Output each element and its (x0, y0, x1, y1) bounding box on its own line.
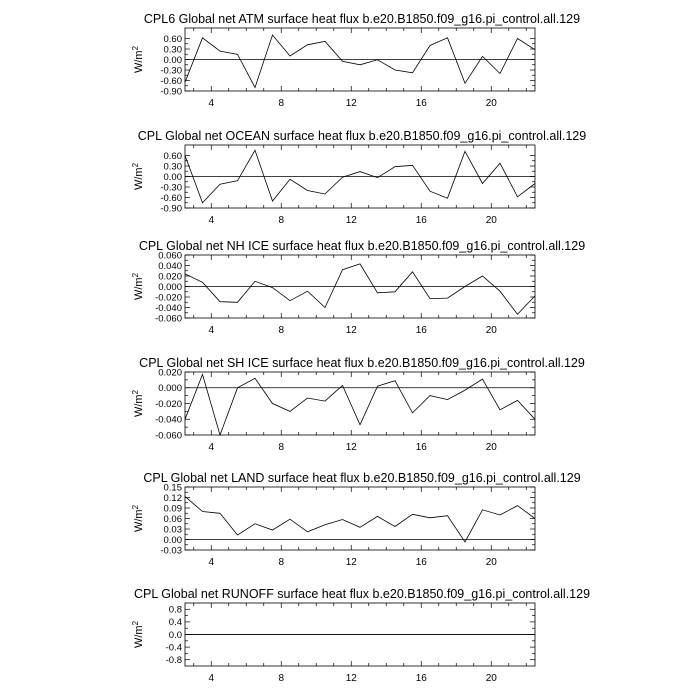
y-axis-label-unit: W/m (133, 509, 145, 533)
x-tick-label: 20 (485, 557, 497, 568)
y-tick-label: 0.30 (163, 161, 182, 173)
y-axis-label-unit: W/m (133, 625, 145, 649)
y-tick-label: 0.00 (163, 54, 182, 66)
y-axis-label-unit: W/m (133, 167, 145, 191)
y-tick-label: -0.8 (165, 655, 182, 666)
x-tick-label: 12 (345, 557, 357, 568)
x-tick-label: 16 (415, 557, 427, 568)
y-tick-label: -0.040 (155, 414, 182, 426)
x-tick-label: 16 (415, 215, 427, 226)
x-tick-label: 16 (415, 673, 427, 684)
y-tick-label: 0.000 (158, 281, 182, 293)
y-tick-label: 0.09 (163, 503, 182, 515)
y-axis-label-unit: W/m (133, 50, 145, 74)
x-tick-label: 4 (208, 215, 215, 226)
y-tick-label: 0.020 (158, 271, 182, 283)
panel-4 (131, 356, 585, 453)
y-tick-label: 0.000 (158, 383, 182, 395)
x-tick-label: 20 (485, 215, 497, 226)
y-axis-label (131, 272, 145, 300)
panel-3 (131, 239, 585, 336)
x-tick-label: 4 (208, 442, 215, 453)
y-axis-label-exponent: 2 (131, 162, 140, 168)
y-tick-label: 0.06 (163, 513, 182, 525)
x-tick-label: 16 (415, 325, 427, 336)
y-tick-label: -0.060 (155, 313, 182, 325)
x-tick-label: 8 (278, 557, 285, 568)
y-tick-label: 0.60 (163, 150, 182, 162)
data-series-line (185, 496, 535, 542)
y-tick-label: -0.4 (165, 642, 182, 654)
y-tick-label: 0.4 (168, 617, 182, 629)
chart-title: CPL Global net SH ICE surface heat flux b.e20.B1850.f09_g16.pi_control.all.129 (139, 356, 585, 370)
y-axis-label (131, 620, 145, 648)
chart-title: CPL Global net LAND surface heat flux b.e20.B1850.f09_g16.pi_control.all.129 (143, 471, 581, 485)
x-tick-label: 16 (415, 98, 427, 109)
y-axis-label (131, 389, 145, 417)
y-tick-label: 0.15 (163, 482, 182, 494)
chart-title: CPL Global net NH ICE surface heat flux b.e20.B1850.f09_g16.pi_control.all.129 (138, 239, 586, 253)
y-axis-label (131, 504, 145, 532)
y-axis-label-unit: W/m (133, 277, 145, 301)
y-axis-label (131, 162, 145, 190)
y-tick-label: -0.020 (155, 398, 182, 410)
x-tick-label: 16 (415, 442, 427, 453)
y-tick-label: 0.03 (163, 524, 182, 536)
y-tick-label: -0.03 (160, 545, 182, 557)
x-tick-label: 8 (278, 215, 285, 226)
x-tick-label: 20 (485, 442, 497, 453)
y-tick-label: 0.00 (163, 171, 182, 183)
panel-1 (131, 12, 580, 109)
y-tick-label: -0.60 (160, 192, 182, 204)
x-tick-label: 8 (278, 673, 285, 684)
y-tick-label: -0.020 (155, 292, 182, 304)
y-axis-label-exponent: 2 (131, 620, 140, 626)
y-tick-label: 0.30 (163, 44, 182, 56)
y-tick-label: 0.8 (168, 604, 182, 616)
y-axis-label-exponent: 2 (131, 45, 140, 51)
y-axis-label-exponent: 2 (131, 272, 140, 278)
x-tick-label: 12 (345, 673, 357, 684)
panel-2 (131, 129, 586, 226)
data-series-line (185, 35, 535, 88)
y-tick-label: -0.90 (160, 203, 182, 215)
x-tick-label: 12 (345, 442, 357, 453)
x-tick-label: 8 (278, 442, 285, 453)
x-tick-label: 8 (278, 98, 285, 109)
chart-title: CPL6 Global net ATM surface heat flux b.e20.B1850.f09_g16.pi_control.all.129 (143, 12, 581, 26)
chart-title: CPL Global net OCEAN surface heat flux b.e20.B1850.f09_g16.pi_control.all.129 (137, 129, 587, 143)
y-axis-label-exponent: 2 (131, 389, 140, 395)
y-tick-label: 0.12 (163, 492, 182, 504)
x-tick-label: 20 (485, 673, 497, 684)
y-axis-label-unit: W/m (133, 394, 145, 418)
y-tick-label: -0.60 (160, 75, 182, 87)
y-tick-label: 0.040 (158, 260, 182, 272)
y-axis-label-exponent: 2 (131, 504, 140, 510)
x-tick-label: 20 (485, 98, 497, 109)
chart-title: CPL Global net RUNOFF surface heat flux b.e20.B1850.f09_g16.pi_control.all.129 (133, 587, 591, 601)
y-tick-label: 0.00 (163, 534, 182, 546)
y-tick-label: -0.90 (160, 86, 182, 98)
data-series-line (185, 264, 535, 314)
panel-5 (131, 471, 581, 568)
x-tick-label: 4 (208, 673, 215, 684)
x-tick-label: 20 (485, 325, 497, 336)
y-axis-label (131, 45, 145, 73)
panel-6 (131, 587, 590, 684)
x-tick-label: 12 (345, 98, 357, 109)
y-tick-label: 0.60 (163, 33, 182, 45)
y-tick-label: 0.020 (158, 367, 182, 379)
data-series-line (185, 374, 535, 435)
x-tick-label: 4 (208, 325, 215, 336)
x-tick-label: 8 (278, 325, 285, 336)
x-tick-label: 12 (345, 215, 357, 226)
y-tick-label: 0.060 (158, 250, 182, 262)
x-tick-label: 4 (208, 98, 215, 109)
y-tick-label: -0.30 (160, 182, 182, 194)
y-tick-label: 0.0 (168, 629, 182, 641)
x-tick-label: 4 (208, 557, 215, 568)
x-tick-label: 12 (345, 325, 357, 336)
y-tick-label: -0.040 (155, 302, 182, 314)
plot-frame (185, 487, 535, 550)
y-tick-label: -0.30 (160, 65, 182, 77)
y-tick-label: -0.060 (155, 430, 182, 442)
